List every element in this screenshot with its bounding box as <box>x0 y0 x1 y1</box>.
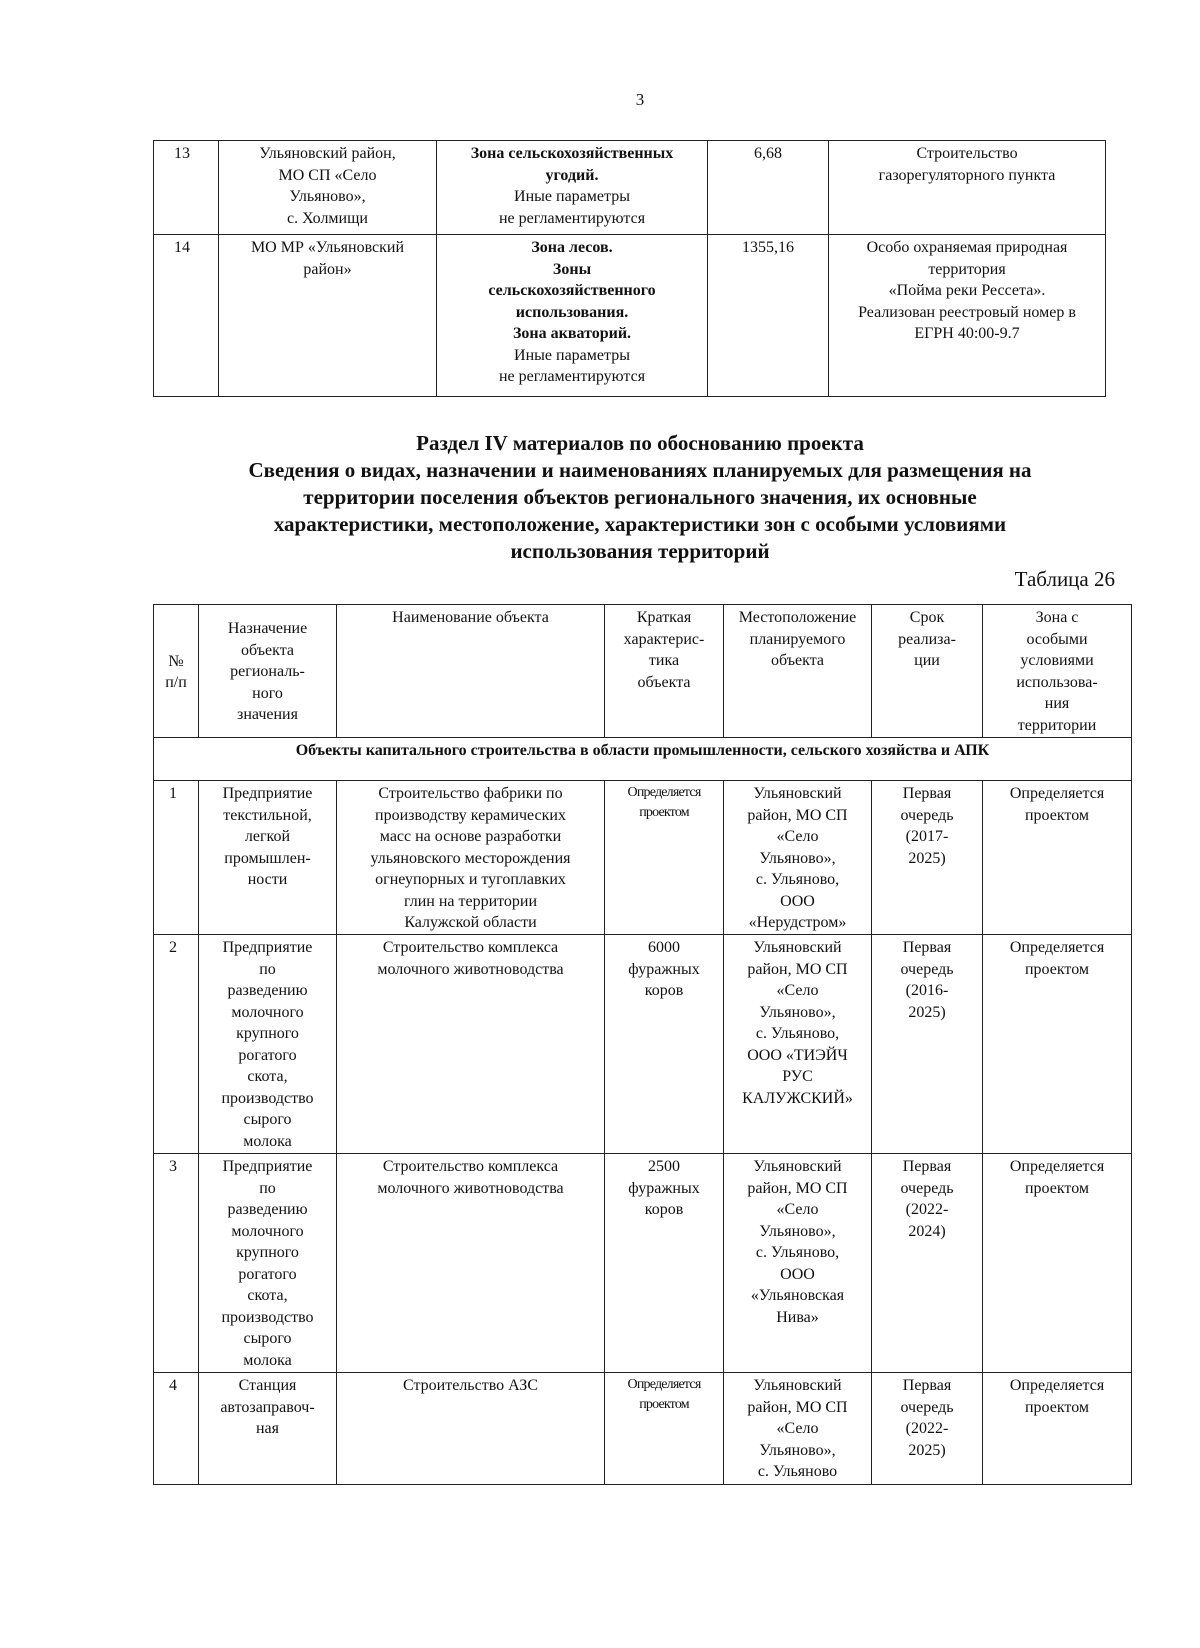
group-row <box>154 738 1132 781</box>
note-cell: Строительство газорегуляторного пункта <box>829 141 1106 235</box>
row-number: 2 <box>154 935 199 1154</box>
name-cell: Строительство фабрики по производству керамических масс на основе разработки ульяновского месторождения огнеупорных и тугоплавких глин на территории Калужской области <box>337 781 605 935</box>
header-name: Наименование объекта <box>337 605 605 738</box>
purpose-cell: Предприятие по разведению молочного крупного рогатого скота, производство сырого молока <box>199 1154 337 1373</box>
row-number: 4 <box>154 1373 199 1485</box>
purpose-cell: Предприятие по разведению молочного крупного рогатого скота, производство сырого молока <box>199 935 337 1154</box>
table-row <box>154 1154 1132 1373</box>
name-cell: Строительство АЗС <box>337 1373 605 1485</box>
section-title: Раздел IV материалов по обоснованию проекта Сведения о видах, назначении и наименованиях планируемых для размещения на территории поселения объектов регионального значения, их основные характеристики, местоположение, характеристики зон с особыми условиями использования территорий <box>248 431 1032 563</box>
zone-cell: Определяется проектом <box>983 1373 1132 1485</box>
header-zone: Зона с особыми условиями использова- ния территории <box>983 605 1132 738</box>
name-cell: Строительство комплекса молочного животноводства <box>337 1154 605 1373</box>
location-cell: МО МР «Ульяновский район» <box>219 235 437 397</box>
table-caption: Таблица 26 <box>1014 567 1115 591</box>
page-number: 3 <box>635 90 645 109</box>
name-cell: Строительство комплекса молочного животноводства <box>337 935 605 1154</box>
area-cell: 1355,16 <box>708 235 829 397</box>
row-number: 1 <box>154 781 199 935</box>
characteristic-cell: Определяется проектом <box>605 781 724 935</box>
row-number: 3 <box>154 1154 199 1373</box>
characteristic-cell: 6000 фуражных коров <box>605 935 724 1154</box>
characteristic-cell: Определяется проектом <box>605 1373 724 1485</box>
header-num: № п/п <box>154 605 199 738</box>
term-cell: Первая очередь (2017- 2025) <box>872 781 983 935</box>
location-cell: Ульяновский район, МО СП «Село Ульяново», с. Ульяново <box>724 1373 872 1485</box>
zone-cell: Определяется проектом <box>983 781 1132 935</box>
area-cell: 6,68 <box>708 141 829 235</box>
term-cell: Первая очередь (2016- 2025) <box>872 935 983 1154</box>
header-location: Местоположение планируемого объекта <box>724 605 872 738</box>
table-row <box>154 235 1106 397</box>
zone-cell: Зона лесов. Зоны сельскохозяйственного использования. Зона акваторий. Иные параметры не регламентируются <box>437 235 708 397</box>
zones-continuation-table <box>153 140 1106 397</box>
location-cell: Ульяновский район, МО СП «Село Ульяново», с. Ульяново, ООО «ТИЭЙЧ РУС КАЛУЖСКИЙ» <box>724 935 872 1154</box>
header-purpose: Назначение объекта региональ- ного значения <box>199 605 337 738</box>
header-term: Срок реализа- ции <box>872 605 983 738</box>
table-row <box>154 141 1106 235</box>
group-title: Объекты капитального строительства в области промышленности, сельского хозяйства и АПК <box>154 738 1132 781</box>
zone-cell: Определяется проектом <box>983 935 1132 1154</box>
row-number: 14 <box>154 235 219 397</box>
zone-cell: Зона сельскохозяйственных угодий. Иные параметры не регламентируются <box>437 141 708 235</box>
term-cell: Первая очередь (2022- 2025) <box>872 1373 983 1485</box>
header-row <box>154 605 1132 738</box>
note-cell: Особо охраняемая природная территория «Пойма реки Рессета». Реализован реестровый номер в ЕГРН 40:00-9.7 <box>829 235 1106 397</box>
header-characteristic: Краткая характерис- тика объекта <box>605 605 724 738</box>
characteristic-cell: 2500 фуражных коров <box>605 1154 724 1373</box>
regional-objects-table <box>153 604 1132 1485</box>
table-row <box>154 1373 1132 1485</box>
row-number: 13 <box>154 141 219 235</box>
location-cell: Ульяновский район, МО СП «Село Ульяново», с. Холмищи <box>219 141 437 235</box>
purpose-cell: Станция автозаправоч- ная <box>199 1373 337 1485</box>
table-row <box>154 935 1132 1154</box>
location-cell: Ульяновский район, МО СП «Село Ульяново», с. Ульяново, ООО «Ульяновская Нива» <box>724 1154 872 1373</box>
zone-cell: Определяется проектом <box>983 1154 1132 1373</box>
term-cell: Первая очередь (2022- 2024) <box>872 1154 983 1373</box>
location-cell: Ульяновский район, МО СП «Село Ульяново», с. Ульяново, ООО «Нерудстром» <box>724 781 872 935</box>
table-row <box>154 781 1132 935</box>
purpose-cell: Предприятие текстильной, легкой промышлен- ности <box>199 781 337 935</box>
